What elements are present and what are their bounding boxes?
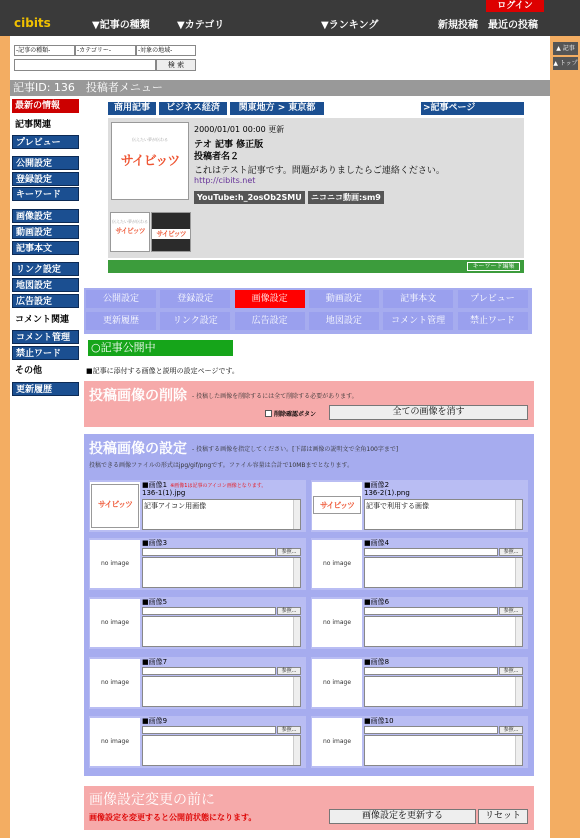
sidebar-item-publish[interactable]: 公開設定 xyxy=(12,156,79,170)
image-slot-8 xyxy=(311,657,528,709)
textarea-scrollbar[interactable] xyxy=(515,677,522,706)
no-image-label: no image xyxy=(322,560,352,567)
tab-row2-3[interactable]: 地図設定 xyxy=(309,312,379,330)
browse-button[interactable]: 参照... xyxy=(277,726,301,734)
search-input[interactable] xyxy=(14,59,156,71)
image-caption-textarea[interactable] xyxy=(142,499,301,530)
scroll-top-button[interactable]: ▲ トップ xyxy=(553,57,578,70)
image-slot-label: ■画像3 xyxy=(142,539,168,547)
tab-row1-5[interactable]: プレビュー xyxy=(458,290,528,308)
delete-confirm-label: 削除確認ボタン xyxy=(274,411,317,418)
nico-badge[interactable]: ニコニコ動画:sm9 xyxy=(308,191,384,204)
sidebar-item-body[interactable]: 記事本文 xyxy=(12,241,79,255)
tab-row1-4[interactable]: 記事本文 xyxy=(383,290,453,308)
textarea-scrollbar[interactable] xyxy=(515,736,522,765)
image-caption-textarea[interactable] xyxy=(142,676,301,707)
sidebar-item-keyword[interactable]: キーワード xyxy=(12,187,79,201)
nav-recent-posts[interactable]: 最近の投稿 xyxy=(488,20,538,31)
settings-section-title: 投稿画像の設定 xyxy=(89,441,187,457)
image-file-input[interactable] xyxy=(142,667,276,675)
sidebar-item-comment-manage[interactable]: コメント管理 xyxy=(12,330,79,344)
image-file-input[interactable] xyxy=(364,548,498,556)
delete-section-subtitle: - 投稿した画像を削除するには全て削除する必要があります。 xyxy=(192,393,358,400)
sidebar-heading-other: その他 xyxy=(15,366,43,376)
image-file-input[interactable] xyxy=(142,548,276,556)
textarea-scrollbar[interactable] xyxy=(293,500,300,529)
settings-section-note: 投稿できる画像ファイルの形式はjpg/gif/pngです。ファイル容量は合計で10MBまでとなります。 xyxy=(89,462,354,469)
browse-button[interactable]: 参照... xyxy=(499,726,523,734)
tag-region[interactable]: 関東地方 > 東京都 xyxy=(230,102,324,115)
nav-ranking[interactable]: ▼ランキング xyxy=(321,20,379,31)
keyword-edit-button[interactable]: キーワード編集 xyxy=(467,262,520,271)
image-slot-7 xyxy=(89,657,306,709)
image-slot-label: ■画像9 xyxy=(142,717,168,725)
login-button[interactable]: ログイン xyxy=(486,0,544,12)
article-body: これはテスト記事です。問題がありましたらご連絡ください。 xyxy=(194,166,445,176)
image-slot-preview xyxy=(312,599,362,647)
image-caption-text: 記事アイコン用画像 xyxy=(144,502,207,510)
tag-commercial[interactable]: 商用記事 xyxy=(108,102,156,115)
sidebar-item-map[interactable]: 地図設定 xyxy=(12,278,79,292)
image-file-input[interactable] xyxy=(364,726,498,734)
article-icon-image: 伝えたい夢が伝わる サイビッツ xyxy=(111,122,189,200)
tab-row1-2[interactable]: 画像設定 xyxy=(235,290,305,308)
image-slot-label: ■画像8 xyxy=(364,658,390,666)
category-select[interactable]: -カテゴリー- xyxy=(75,45,136,56)
no-image-label: no image xyxy=(100,619,130,626)
scroll-article-button[interactable]: ▲ 記事 xyxy=(553,42,578,55)
sidebar-item-image[interactable]: 画像設定 xyxy=(12,209,79,223)
delete-confirm-checkbox[interactable] xyxy=(265,410,272,417)
image-slot-label: ■画像1 xyxy=(142,481,168,489)
article-type-select[interactable]: -記事の種類- xyxy=(14,45,75,56)
textarea-scrollbar[interactable] xyxy=(293,617,300,646)
textarea-scrollbar[interactable] xyxy=(293,677,300,706)
image-slot-warning: ※画像1は記事のアイコン画像となります。 xyxy=(170,483,267,489)
textarea-scrollbar[interactable] xyxy=(293,736,300,765)
image-caption-text: 記事で利用する画像 xyxy=(366,502,429,510)
thumbnail-2[interactable]: サイビッツ xyxy=(151,212,191,252)
no-image-label: no image xyxy=(322,619,352,626)
image-slot-2 xyxy=(311,480,528,532)
tag-business[interactable]: ビジネス経済 xyxy=(159,102,227,115)
image-slot-6 xyxy=(311,597,528,649)
image-slot-10 xyxy=(311,716,528,768)
textarea-scrollbar[interactable] xyxy=(515,558,522,587)
sidebar-heading-article: 記事関連 xyxy=(15,120,52,130)
image-slot-label: ■画像6 xyxy=(364,598,390,606)
tab-row2-4[interactable]: コメント管理 xyxy=(383,312,453,330)
textarea-scrollbar[interactable] xyxy=(515,617,522,646)
image-caption-textarea[interactable] xyxy=(142,735,301,766)
update-warning: 画像設定を変更すると公開前状態になります。 xyxy=(89,813,257,822)
search-button[interactable]: 検 索 xyxy=(156,59,196,71)
image-slot-preview xyxy=(312,659,362,707)
sidebar-item-ad[interactable]: 広告設定 xyxy=(12,294,79,308)
sidebar-item-latest[interactable]: 最新の情報 xyxy=(12,99,79,113)
image-slot-preview xyxy=(312,718,362,766)
image-caption-textarea[interactable] xyxy=(364,616,523,647)
delete-section-title: 投稿画像の削除 xyxy=(89,388,187,404)
settings-section-subtitle: - 投稿する画像を指定してください。[下部は画像の説明文で全角100字まで] xyxy=(192,446,399,453)
image-slot-label: ■画像7 xyxy=(142,658,168,666)
no-image-label: no image xyxy=(322,679,352,686)
article-author: 投稿者名２ xyxy=(194,152,240,162)
tab-row1-0[interactable]: 公開設定 xyxy=(86,290,156,308)
image-slot-label: ■画像2 xyxy=(364,481,390,489)
image-caption-textarea[interactable] xyxy=(364,676,523,707)
browse-button[interactable]: 参照... xyxy=(277,548,301,556)
update-images-button[interactable]: 画像設定を更新する xyxy=(329,809,476,824)
tab-row1-3[interactable]: 動画設定 xyxy=(309,290,379,308)
sidebar-item-video[interactable]: 動画設定 xyxy=(12,225,79,239)
article-page-link[interactable]: >記事ページ xyxy=(421,102,524,115)
tab-row2-0[interactable]: 更新履歴 xyxy=(86,312,156,330)
sidebar-item-registration[interactable]: 登録設定 xyxy=(12,172,79,186)
textarea-scrollbar[interactable] xyxy=(515,500,522,529)
image-slot-preview: サイビッツ xyxy=(312,482,362,530)
area-select[interactable]: -対象の地域- xyxy=(136,45,196,56)
textarea-scrollbar[interactable] xyxy=(293,558,300,587)
sidebar-heading-comment: コメント関連 xyxy=(15,315,70,325)
article-url[interactable]: http://cibits.net xyxy=(194,176,256,185)
delete-all-images-button[interactable]: 全ての画像を消す xyxy=(329,405,528,420)
image-caption-textarea[interactable] xyxy=(364,499,523,530)
image-slot-preview xyxy=(90,540,140,588)
thumbnail-1[interactable]: 伝えたい夢が伝わる サイビッツ xyxy=(110,212,150,252)
browse-button[interactable]: 参照... xyxy=(277,667,301,675)
image-slot-preview: サイビッツ xyxy=(90,482,140,530)
tab-row1-1[interactable]: 登録設定 xyxy=(160,290,230,308)
tab-row2-1[interactable]: リンク設定 xyxy=(160,312,230,330)
image-slot-filename: 136-1(1).jpg xyxy=(142,489,186,497)
image-file-input[interactable] xyxy=(142,607,276,615)
image-slot-filename: 136-2(1).png xyxy=(364,489,410,497)
image-slot-preview xyxy=(90,599,140,647)
update-section-title: 画像設定変更の前に xyxy=(89,792,215,808)
image-slot-preview xyxy=(312,540,362,588)
page-description: ■記事に添付する画像と説明の設定ページです。 xyxy=(86,367,239,375)
browse-button[interactable]: 参照... xyxy=(499,548,523,556)
image-slot-preview xyxy=(90,659,140,707)
page-title: 記事ID: 136 投稿者メニュー xyxy=(10,80,550,96)
no-image-label: no image xyxy=(322,738,352,745)
image-caption-textarea[interactable] xyxy=(142,557,301,588)
reset-button[interactable]: リセット xyxy=(478,809,528,824)
image-slot-label: ■画像4 xyxy=(364,539,390,547)
image-slot-5 xyxy=(89,597,306,649)
sidebar-item-link[interactable]: リンク設定 xyxy=(12,262,79,276)
image-slot-label: ■画像10 xyxy=(364,717,394,725)
article-title: テオ 記事 修正版 xyxy=(194,140,264,150)
tab-row2-5[interactable]: 禁止ワード xyxy=(458,312,528,330)
nav-new-post[interactable]: 新規投稿 xyxy=(438,20,478,31)
browse-button[interactable]: 参照... xyxy=(499,667,523,675)
keyword-bar xyxy=(108,260,524,273)
image-caption-textarea[interactable] xyxy=(364,735,523,766)
no-image-label: no image xyxy=(100,560,130,567)
image-file-input[interactable] xyxy=(364,667,498,675)
image-slot-9 xyxy=(89,716,306,768)
image-slot-1 xyxy=(89,480,306,532)
no-image-label: no image xyxy=(100,679,130,686)
no-image-label: no image xyxy=(100,738,130,745)
article-date: 2000/01/01 00:00 更新 xyxy=(194,125,285,134)
image-slot-label: ■画像5 xyxy=(142,598,168,606)
publish-status: ○記事公開中 xyxy=(88,340,233,356)
sidebar-item-banned-words[interactable]: 禁止ワード xyxy=(12,346,79,360)
youtube-badge[interactable]: YouTube:h_2osOb2SMU xyxy=(194,191,305,204)
sidebar-item-preview[interactable]: プレビュー xyxy=(12,135,79,149)
image-slot-preview xyxy=(90,718,140,766)
nav-article-types[interactable]: ▼記事の種類 xyxy=(92,20,150,31)
browse-button[interactable]: 参照... xyxy=(277,607,301,615)
tab-row2-2[interactable]: 広告設定 xyxy=(235,312,305,330)
browse-button[interactable]: 参照... xyxy=(499,607,523,615)
sidebar-item-history[interactable]: 更新履歴 xyxy=(12,382,79,396)
nav-categories[interactable]: ▼カテゴリ xyxy=(177,20,225,31)
image-file-input[interactable] xyxy=(142,726,276,734)
image-file-input[interactable] xyxy=(364,607,498,615)
image-caption-textarea[interactable] xyxy=(142,616,301,647)
image-caption-textarea[interactable] xyxy=(364,557,523,588)
site-logo[interactable]: cibits xyxy=(14,16,51,30)
image-slot-4 xyxy=(311,538,528,590)
image-slot-3 xyxy=(89,538,306,590)
